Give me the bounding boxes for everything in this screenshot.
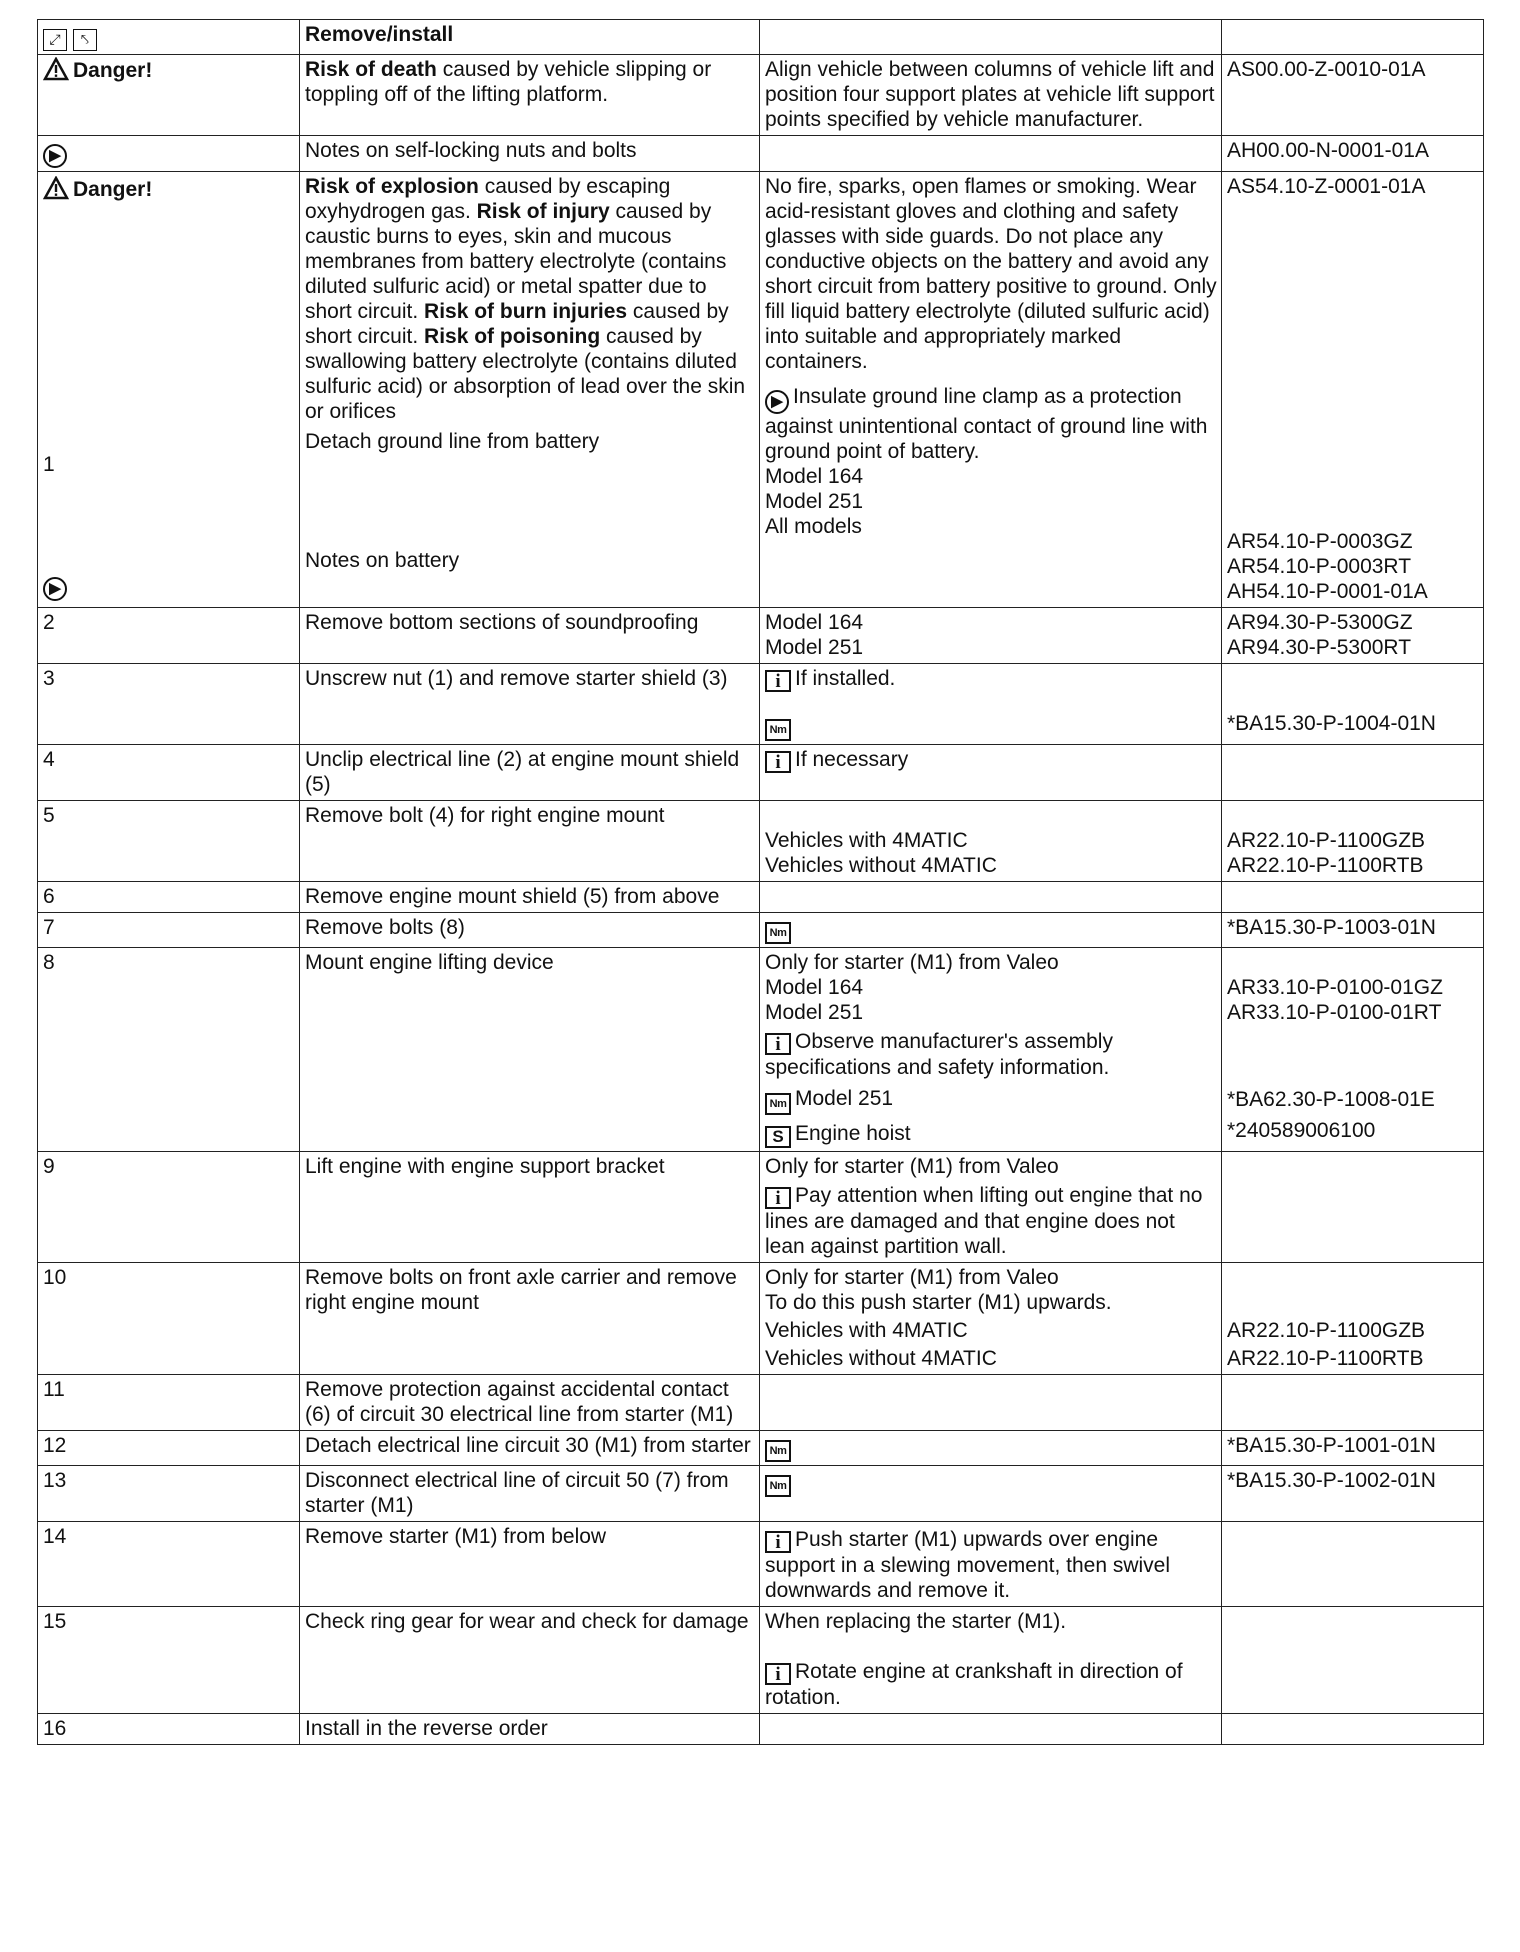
table-row: 9 Lift engine with engine support bracket Only for starter (M1) from Valeo i Pay attention when lifting out engine that no lines are damaged and that engine does not lean against partition wall. [38,1152,1484,1263]
step-number: 2 [38,608,300,664]
reference-link[interactable]: *BA15.30-P-1004-01N [1227,712,1436,735]
reference-link[interactable]: AR22.10-P-1100GZB [1227,829,1426,852]
step-number: 15 [38,1607,300,1714]
reference-link[interactable]: AS54.10-Z-0001-01A [1227,175,1426,198]
note-circle-icon: ▶ [765,390,789,414]
step-number: 11 [38,1375,300,1431]
table-row: 12 Detach electrical line circuit 30 (M1) from starter Nm *BA15.30-P-1001-01N [38,1431,1484,1466]
reference-link[interactable]: *240589006100 [1227,1119,1376,1142]
reference-link[interactable]: AR33.10-P-0100-01RT [1227,1001,1442,1024]
table-row: 13 Disconnect electrical line of circuit 50 (7) from starter (M1) Nm *BA15.30-P-1002-01N [38,1466,1484,1522]
info-icon: i [765,1663,791,1685]
step-number: 4 [38,745,300,801]
procedure-table [37,19,1484,1745]
table-row: 15 Check ring gear for wear and check for damage When replacing the starter (M1). i Rotate engine at crankshaft in direction of rotation. [38,1607,1484,1714]
torque-nm-icon: Nm [765,1475,791,1497]
step-number: 16 [38,1714,300,1745]
note-circle-icon: ▶ [43,577,67,601]
info-icon: i [765,1033,791,1055]
step-number: 12 [38,1431,300,1466]
table-row: 5 Remove bolt (4) for right engine mount Vehicles with 4MATIC Vehicles without 4MATIC AR22.10-P-1100GZB AR22.10-P-1100RTB [38,801,1484,882]
table-row: 6 Remove engine mount shield (5) from above [38,882,1484,913]
reference-link[interactable]: AH54.10-P-0001-01A [1227,580,1428,603]
step-number: 1 [43,453,55,476]
info-icon: i [765,670,791,692]
info-icon: i [765,751,791,773]
table-row: 7 Remove bolts (8) Nm *BA15.30-P-1003-01N [38,913,1484,948]
step-number: 3 [38,664,300,745]
table-row: 10 Remove bolts on front axle carrier and remove right engine mount Only for starter (M1) from Valeo To do this push starter (M1) upwards. Vehicles with 4MATIC Vehicles without 4MATIC AR22.10-P-1100GZB AR22.10-P-1100RTB [38,1263,1484,1375]
torque-nm-icon: Nm [765,719,791,741]
step-number: 14 [38,1522,300,1607]
reference-link[interactable]: AR33.10-P-0100-01GZ [1227,976,1443,999]
step-number: 6 [38,882,300,913]
step-number: 10 [38,1263,300,1375]
info-icon: i [765,1531,791,1553]
table-row: 8 Mount engine lifting device Only for starter (M1) from Valeo Model 164 Model 251 i Observe manufacturer's assembly specifications and safety information. Nm Model 251 S Engine hoist AR33.10-P-0100-01GZ AR33.10-P-0100-01RT *BA62.30-P-1008-01E *240589006100 [38,948,1484,1152]
warning-triangle-icon [43,57,69,87]
step-number: 5 [38,801,300,882]
step-number: 13 [38,1466,300,1522]
torque-nm-icon: Nm [765,1093,791,1115]
info-icon: i [765,1187,791,1209]
note-circle-icon: ▶ [43,144,67,168]
table-row: 11 Remove protection against accidental contact (6) of circuit 30 electrical line from starter (M1) [38,1375,1484,1431]
table-row: Danger! 1 ▶ Risk of explosion caused by escaping oxyhydrogen gas. Risk of injury caused by caustic burns to eyes, skin and mucous membranes from battery electrolyte (contains diluted sulfuric acid) or metal spatter due to short circuit. Risk of burn injuries caused by short circuit. Risk of poisoning caused by swallowing battery electrolyte (contains diluted sulfuric acid) or absorption of lead over the skin or orifices Detach ground line from battery Notes on battery No fire, sparks, open flames or smoking. Wear acid-resistant gloves and clothing and safety glasses with side guards. Do not place any conductive objects on the battery and avoid any short circuit from battery positive to ground. Only fill liquid battery electrolyte (diluted sulfuric acid) into suitable and appropriately marked containers. ▶ Insulate ground line clamp as a protection against unintentional contact of ground line with ground point of battery. Model 164 Model 251 All models AS54.10-Z-0001-01A AR54.10-P-0003GZ AR54.10-P-0003RT AH54.10-P-0001-01A [38,172,1484,608]
reference-link[interactable]: AS00.00-Z-0010-01A [1222,55,1484,136]
reference-link[interactable]: AR94.30-P-5300RT [1227,636,1412,659]
table-row: 14 Remove starter (M1) from below i Push starter (M1) upwards over engine support in a slewing movement, then swivel downwards and remove it. [38,1522,1484,1607]
reference-link[interactable]: AR22.10-P-1100RTB [1227,1347,1424,1370]
danger-label: Danger! [73,59,153,82]
reference-link[interactable]: *BA62.30-P-1008-01E [1227,1088,1435,1111]
torque-nm-icon: Nm [765,922,791,944]
reference-link[interactable]: *BA15.30-P-1001-01N [1222,1431,1484,1466]
reference-link[interactable]: AH00.00-N-0001-01A [1222,136,1484,172]
reference-link[interactable]: AR94.30-P-5300GZ [1227,611,1413,634]
collapse-icon[interactable]: ⤣ [73,29,97,51]
reference-link[interactable]: AR54.10-P-0003GZ [1227,530,1413,553]
table-row: 16 Install in the reverse order [38,1714,1484,1745]
reference-link[interactable]: AR54.10-P-0003RT [1227,555,1412,578]
expand-icon[interactable]: ⤢ [43,29,67,51]
table-header-row [38,20,1484,55]
reference-link[interactable]: AR22.10-P-1100RTB [1227,854,1424,877]
table-row: 2 Remove bottom sections of soundproofing Model 164 Model 251 AR94.30-P-5300GZ AR94.30-P-5300RT [38,608,1484,664]
table-row: Danger! Risk of death caused by vehicle slipping or toppling off of the lifting platform. Align vehicle between columns of vehicle lift and position four support plates at vehicle lift support points specified by vehicle manufacturer. AS00.00-Z-0010-01A [38,55,1484,136]
step-number: 9 [38,1152,300,1263]
table-row: 4 Unclip electrical line (2) at engine mount shield (5) i If necessary [38,745,1484,801]
special-tool-icon: S [765,1126,791,1148]
step-number: 8 [38,948,300,1152]
reference-link[interactable]: *BA15.30-P-1003-01N [1222,913,1484,948]
table-row: ▶ Notes on self-locking nuts and bolts AH00.00-N-0001-01A [38,136,1484,172]
warning-triangle-icon [43,176,69,206]
torque-nm-icon: Nm [765,1440,791,1462]
danger-label: Danger! [73,178,153,201]
page-title: Remove/install [300,20,760,55]
expand-collapse-cell [38,20,300,55]
step-number: 7 [38,913,300,948]
reference-link[interactable]: *BA15.30-P-1002-01N [1222,1466,1484,1522]
table-row: 3 Unscrew nut (1) and remove starter shield (3) i If installed. Nm *BA15.30-P-1004-01N [38,664,1484,745]
reference-link[interactable]: AR22.10-P-1100GZB [1227,1319,1426,1342]
